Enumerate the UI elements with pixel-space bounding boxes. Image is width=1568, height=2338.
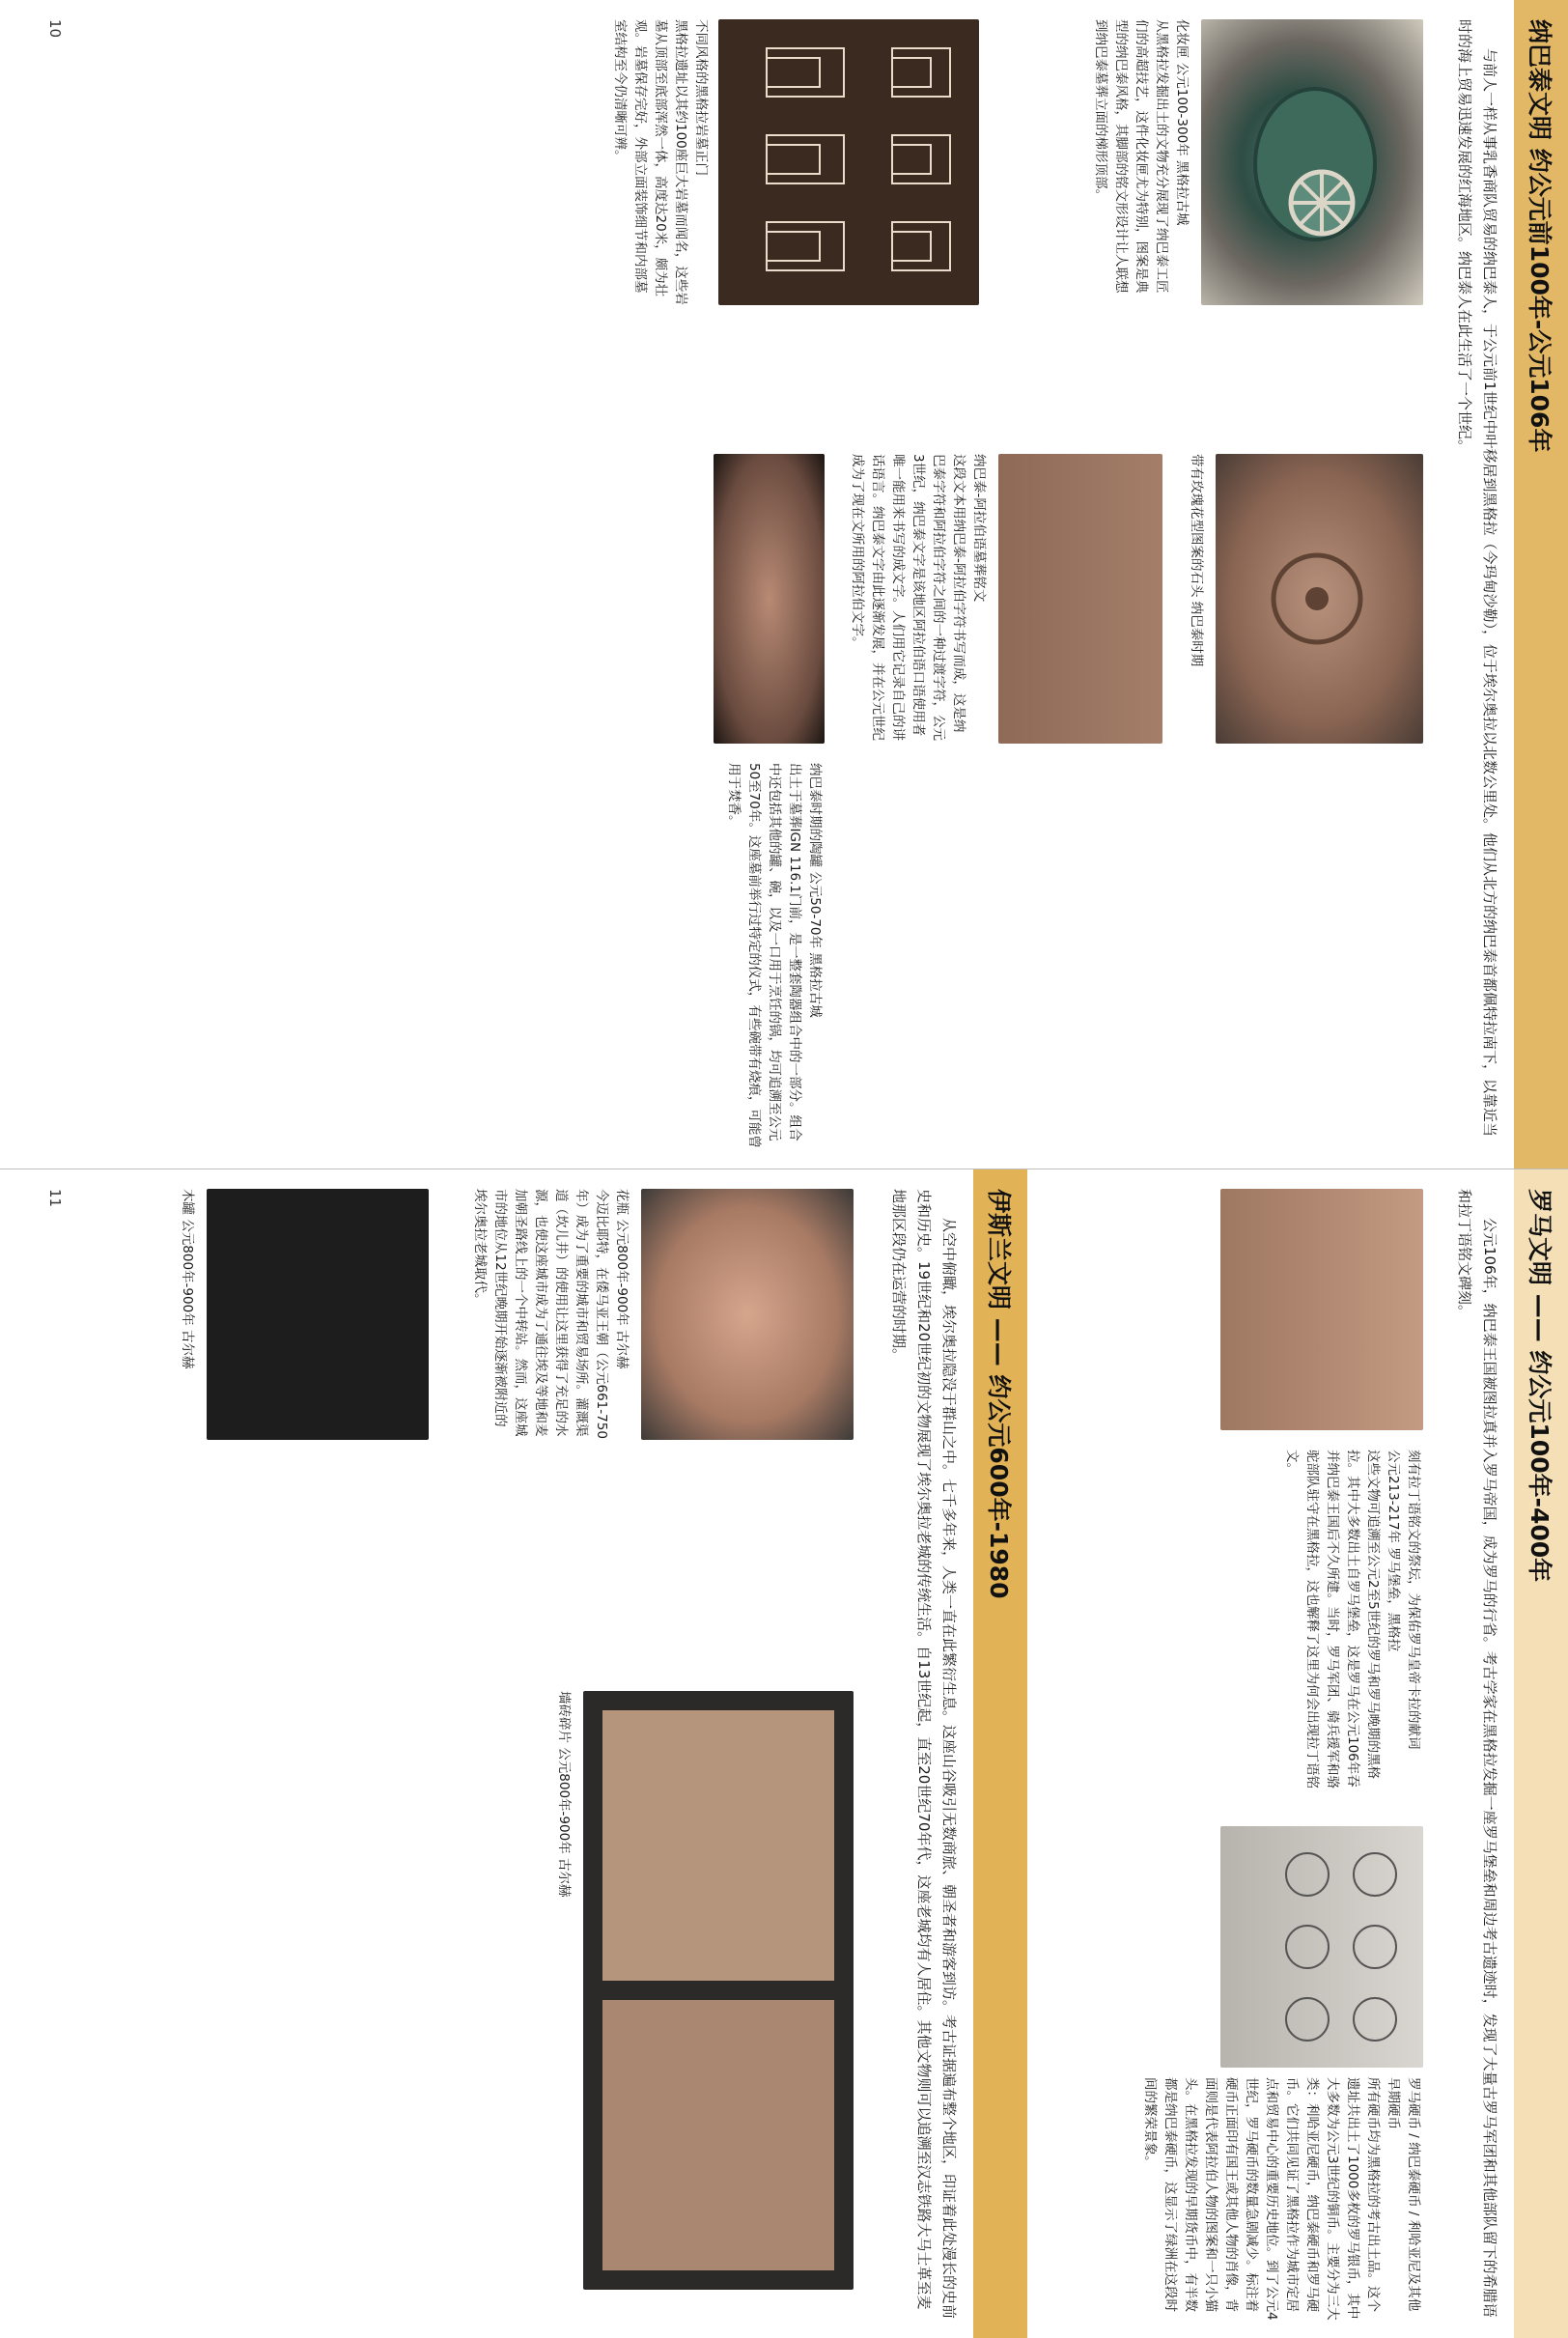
section-title-bar bbox=[1514, 0, 1568, 1169]
figure-caption: 不同风格的黑格拉岩墓正门 黑格拉遗址以其约100座巨大岩墓而闻名，这些岩墓从顶部至底部浑然一体，高度达20米，颇为壮观。岩墓保存完好，外部立面装饰细节和内部墓室结构至今仍清晰可辨。 bbox=[612, 19, 709, 305]
section-title: 纳巴泰文明 约公元前100年-公元106年 bbox=[1526, 19, 1554, 453]
figure-caption: 墙砖碎片 公元800年-900年 古尔赫 bbox=[556, 1691, 572, 1898]
figure-caption: 纳巴泰-阿拉伯语墓葬铭文 这段文本用纳巴泰-阿拉伯字符书写而成，这是纳巴泰字符和阿拉伯字符之间的一种过渡字符，公元3世纪，纳巴泰文字是该地区阿拉伯语口语使用者唯一能用来书写的成文字。人们用它记录自己的讲话语言。纳巴泰文字由此逐渐发展，并在公元世纪成为了现在文所用的阿拉伯文字。 bbox=[850, 454, 987, 741]
bronze-cosmetic-box-photo bbox=[1201, 19, 1423, 305]
page-number: 10 bbox=[46, 19, 64, 39]
tomb-facades-drawing bbox=[718, 19, 979, 305]
figure-caption: 带有玫瑰花型图案的石头 纳巴泰时期 bbox=[1189, 454, 1204, 667]
page-number: 11 bbox=[46, 1189, 64, 1208]
section-nabataean bbox=[612, 0, 1568, 1169]
tile-fragments bbox=[583, 1691, 854, 2290]
wooden-vessel-photo bbox=[207, 1189, 429, 1440]
inscription-stone-photo bbox=[998, 454, 1162, 744]
facade-outlines bbox=[718, 19, 979, 305]
bronze-box-illustration bbox=[1201, 19, 1423, 305]
coins-display-photo bbox=[1220, 1826, 1423, 2068]
section-title-bar bbox=[1514, 1169, 1568, 2338]
coin-outlines bbox=[1220, 1826, 1423, 2068]
figure-caption: 花瓶 公元800年-900年 古尔赫 今迈比耶特，在倭马亚王朝（公元661-750年）成为了重要的城市和贸易场所。灌溉渠道（坎儿井）的使用让这里获得了充足的水源，也使这座城市成为了通往埃及等地和麦加朝圣路线上的一个中转站。然而，这座城市的地位从12世纪晚期开始逐渐被附近的埃尔奥拉老城取代。 bbox=[472, 1189, 630, 1439]
figure-caption: 罗马硬币 / 纳巴泰硬币 / 利哈亚尼及其他早期硬币 所有硬币均为黑格拉的考古出土品。这个遗址共出土了1000多枚的罗马银币，其中大多数为公元3世纪的铜币。主要分为三大类：利哈亚尼硬币，纳巴泰硬币和罗马硬币。它们共同见证了黑格拉作为城市定居点和贸易中心的重要历史地位。到了公元4世纪，罗马硬币的数量急剧减少。标注着硬币正面印有国王或其他人物的肖像，背面则是代表阿拉伯人物的图案和一只小猫头。在黑格拉发现的早期货币中，有半数都是纳巴泰硬币，这显示了绿洲在这段时间的繁荣景象。 bbox=[1142, 2077, 1421, 2321]
figure-caption: 木罐 公元800年-900年 古尔赫 bbox=[180, 1189, 195, 1369]
rosette-stone-photo bbox=[1216, 454, 1423, 744]
rosette-motif bbox=[1216, 454, 1423, 744]
section-title: 罗马文明 —— 约公元100年-400年 bbox=[1526, 1189, 1554, 1583]
section-intro: 与前人一样从事乳香商队贸易的纳巴泰人，于公元前1世纪中叶移居到黑格拉（今玛甸沙勒），位于埃尔奥拉以北数公里处。他们从北方的纳巴泰首都佩特拉南下，以靠近当时的海上贸易迅速发展的红海地区。纳巴泰人在此生活了一个世纪。 bbox=[1456, 19, 1498, 1138]
section-islamic bbox=[62, 1169, 1027, 2338]
vase-photo bbox=[641, 1189, 854, 1440]
section-title-bar bbox=[973, 1169, 1027, 2338]
latin-altar-photo bbox=[1220, 1189, 1423, 1430]
section-intro: 从空中俯瞰，埃尔奥拉隐没于群山之中。七千多年来，人类一直在此繁衍生息。这座山谷吸引无数商旅、朝圣者和游客到访。考古证据遍布整个地区，印证着此处漫长的史前史和历史。19世纪和20世纪初的文物展现了埃尔奥拉老城的传统生活。自13世纪起，直至20世纪70年代，这座老城均有人居住。其他文物则可以追溯至汉志铁路大马士革至麦地那区段仍在运营的时期。 bbox=[890, 1189, 958, 2320]
figure-caption: 纳巴泰时期的陶罐 公元50-70年 黑格拉古城 出土于墓葬IGN 116.1门前，是一整套陶器组合中的一部分。组合中还包括其他的罐、碗，以及一口用于烹饪的锅，均可追溯至公元50至70年。这座墓前举行过特定的仪式，有些碗带有烧痕，可能曾用于焚香。 bbox=[726, 763, 823, 1148]
section-intro: 公元106年，纳巴泰王国被图拉真并入罗马帝国，成为罗马的行省。考古学家在黑格拉发掘一座罗马堡垒和周边考古遗迹时，发现了大量古罗马军团和其他部队留下的希腊语和拉丁语铭文碑刻。 bbox=[1456, 1189, 1498, 2318]
section-title: 伊斯兰文明 —— 约公元600年-1980 bbox=[985, 1189, 1013, 1599]
wall-tile-fragments-photo bbox=[583, 1691, 854, 2290]
figure-caption: 化妆匣 公元100-300年 黑格拉古城 从黑格拉发掘出土的文物充分展现了纳巴泰工匠们的高超技艺，这件化妆匣尤为特别，图案是典型的纳巴泰风格，其脚部的铭文形设计让人联想到纳巴泰墓葬立面的梯形顶部。 bbox=[1093, 19, 1190, 294]
section-roman bbox=[1047, 1169, 1568, 2338]
pottery-jar-photo bbox=[714, 454, 825, 744]
right-page bbox=[0, 1169, 1568, 2338]
figure-caption: 刻有拉丁语铭文的祭坛，为保佑罗马皇帝卡拉的献词 公元213-217年 罗马堡垒，黑格拉 这些文物可追溯至公元2至5世纪的罗马和罗马晚期的黑格拉。其中大多数出土自罗马堡垒，这是罗马在公元106年吞并纳巴泰王国后不久所建。当时，罗马军团、骑兵援军和骆驼部队驻守在黑格拉，这也解释了这里为何会出现拉丁语铭文。 bbox=[1284, 1450, 1421, 1789]
